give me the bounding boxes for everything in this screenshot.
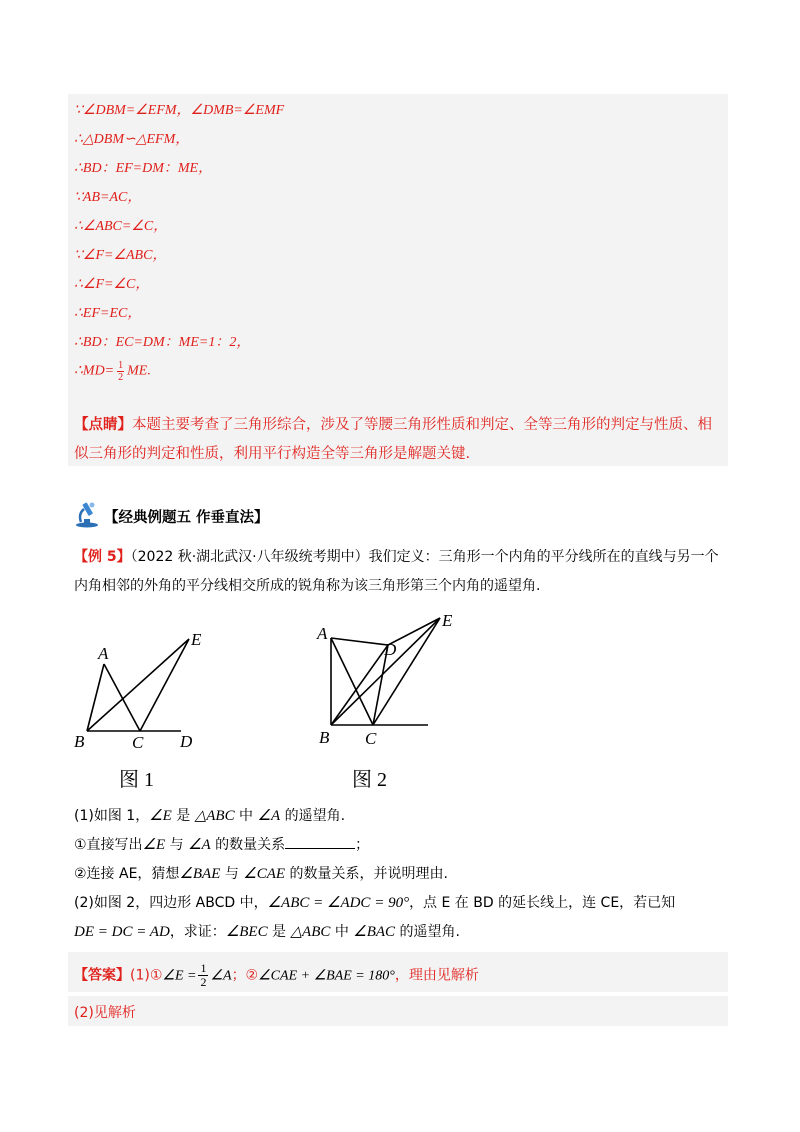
fraction-numerator: 1 <box>200 961 207 975</box>
answer-blank[interactable] <box>285 836 355 849</box>
answer-part-1 <box>74 962 479 989</box>
q-math: ∠E <box>149 808 172 824</box>
q-math: ∠BAC <box>353 924 396 940</box>
fraction-denominator: 2 <box>200 975 207 989</box>
q-math: ∠CAE <box>243 866 286 882</box>
fig2-label-a: A <box>317 624 328 643</box>
q-math: △ABC <box>194 808 235 824</box>
answer-math: ∠CAE + ∠BAE = 180° <box>258 968 395 984</box>
microscope-icon <box>74 500 100 532</box>
solution-last-line <box>74 360 151 383</box>
dianjing-text: 本题主要考查了三角形综合，涉及了等腰三角形性质和判定、全等三角形的判定与性质、相似三角形的判定和性质，利用平行构造全等三角形是解题关键. <box>74 417 712 462</box>
solution-line: ∵∠DBM=∠EFM，∠DMB=∠EMF <box>74 103 285 118</box>
q-text: 是 <box>171 808 195 824</box>
q-text: 的遥望角. <box>395 924 460 940</box>
solution-line: ∵∠F=∠ABC， <box>74 248 167 263</box>
answer-math: ∠E = <box>162 968 197 984</box>
q-text: 与 <box>165 837 189 853</box>
fraction-numerator: 1 <box>118 360 124 371</box>
fig1-label-b: B <box>74 732 85 751</box>
solution-line: ∵AB=AC， <box>74 190 142 205</box>
section-title: 【经典例题五 作垂直法】 <box>104 509 269 526</box>
answer-prefix: (1)① <box>130 967 163 984</box>
figure-2-caption: 图 2 <box>352 769 387 791</box>
solution-line: ∴∠F=∠C， <box>74 277 150 292</box>
fraction <box>117 360 124 383</box>
q-text: ②连接 AE，猜想 <box>74 866 180 882</box>
figure-1-caption: 图 1 <box>119 769 154 791</box>
q-math: ∠A <box>188 837 211 853</box>
answer-tag: 【答案】 <box>74 967 130 984</box>
fig2-label-e: E <box>442 612 453 630</box>
q-math: DE = DC = AD <box>74 924 170 940</box>
example-tag: 【例 5】 <box>74 549 131 565</box>
answer-math: ∠A <box>210 968 232 984</box>
q-text: 的数量关系 <box>210 837 286 853</box>
example-text <box>74 543 730 601</box>
fig1-label-a: A <box>98 644 109 663</box>
q-text: ，求证： <box>169 924 226 940</box>
q-text: (2)如图 2，四边形 ABCD 中， <box>74 895 268 911</box>
answer-part-2: (2)见解析 <box>74 1005 136 1021</box>
q-text: 的遥望角. <box>280 808 346 824</box>
question-1 <box>74 805 345 825</box>
solution-line: ∴BD：EC=DM：ME=1：2， <box>74 335 251 350</box>
fig1-label-d: D <box>180 732 193 751</box>
solution-last-prefix: ∴MD= <box>74 363 115 379</box>
fig1-label-c: C <box>132 733 144 752</box>
q-text: 中 <box>234 808 258 824</box>
solution-last-suffix: ME. <box>127 363 151 379</box>
q-text: ，点 E 在 BD 的延长线上，连 CE，若已知 <box>409 895 676 911</box>
q-text: ； <box>355 837 370 853</box>
q-math: ∠BEC <box>225 924 268 940</box>
solution-line: ∴BD：EF=DM：ME， <box>74 161 213 176</box>
q-text: ①直接写出 <box>74 837 143 853</box>
figures <box>70 612 470 802</box>
q-math: ∠ABC = ∠ADC = 90° <box>267 895 410 911</box>
question-2 <box>74 892 675 912</box>
fig2-label-d: D <box>384 640 397 659</box>
fig1-label-e: E <box>191 630 202 649</box>
q-text: 中 <box>330 924 354 940</box>
q-text: 与 <box>220 866 244 882</box>
solution-line: ∴EF=EC， <box>74 306 142 321</box>
q-text: 是 <box>267 924 291 940</box>
q-text: 的数量关系，并说明理由. <box>285 866 448 882</box>
q-math: ∠BAE <box>179 866 221 882</box>
section-heading <box>74 500 269 532</box>
question-2-cont <box>74 921 460 941</box>
answer-separator: ；② <box>231 967 259 984</box>
example-body: （2022 秋·湖北武汉·八年级统考期中）我们定义：三角形一个内角的平分线所在的直线与另一个内角相邻的外角的平分线相交所成的锐角称为该三角形第三个内角的遥望角. <box>74 549 719 594</box>
q-math: ∠E <box>142 837 166 853</box>
solution-line: ∴△DBM∽△EFM， <box>74 132 190 147</box>
fig2-label-b: B <box>319 728 330 747</box>
q-math: ∠A <box>257 808 281 824</box>
dianjing-note <box>74 411 724 469</box>
fraction-denominator: 2 <box>118 372 124 383</box>
q-text: (1)如图 1， <box>74 808 150 824</box>
q-math: △ABC <box>290 924 331 940</box>
question-1-1 <box>74 834 369 854</box>
fig2-label-c: C <box>365 729 377 748</box>
answer-fraction <box>198 962 208 989</box>
question-1-2 <box>74 863 448 883</box>
dianjing-tag: 【点睛】 <box>74 417 132 433</box>
answer-suffix: ，理由见解析 <box>394 967 479 984</box>
answer-box-2 <box>68 996 728 1026</box>
solution-line: ∴∠ABC=∠C， <box>74 219 168 234</box>
